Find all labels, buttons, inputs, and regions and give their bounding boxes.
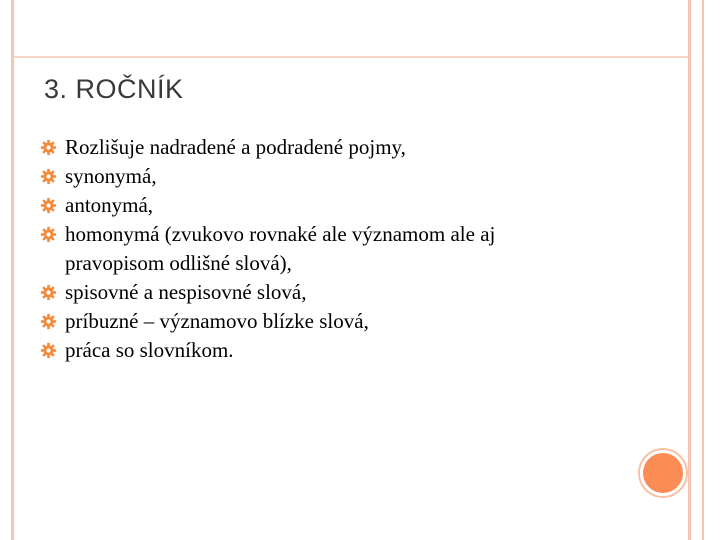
list-item bbox=[40, 307, 660, 336]
list-item bbox=[40, 220, 660, 278]
list-item-text: príbuzné – významovo blízke slová, bbox=[65, 309, 369, 333]
gear-icon bbox=[40, 342, 57, 359]
list-item-text: antonymá, bbox=[65, 193, 154, 217]
side-decor-line bbox=[702, 0, 704, 540]
list-item-text: práca so slovníkom. bbox=[65, 338, 234, 362]
slide-title: 3. ROČNÍK bbox=[44, 74, 184, 104]
bullet-list bbox=[40, 133, 660, 365]
gear-icon bbox=[40, 168, 57, 185]
list-item-text: homonymá (zvukovo rovnaké ale významom ale aj pravopisom odlišné slová), bbox=[65, 222, 496, 275]
list-item bbox=[40, 133, 660, 162]
gear-icon bbox=[40, 139, 57, 156]
decorative-circle bbox=[640, 450, 686, 496]
title-divider bbox=[14, 56, 688, 58]
list-item-text: Rozlišuje nadradené a podradené pojmy, bbox=[65, 135, 406, 159]
gear-icon bbox=[40, 313, 57, 330]
list-item bbox=[40, 278, 660, 307]
gear-icon bbox=[40, 226, 57, 243]
list-item bbox=[40, 191, 660, 220]
list-item-text: spisovné a nespisovné slová, bbox=[65, 280, 307, 304]
list-item-text: synonymá, bbox=[65, 164, 157, 188]
list-item bbox=[40, 336, 660, 365]
gear-icon bbox=[40, 284, 57, 301]
list-item bbox=[40, 162, 660, 191]
gear-icon bbox=[40, 197, 57, 214]
